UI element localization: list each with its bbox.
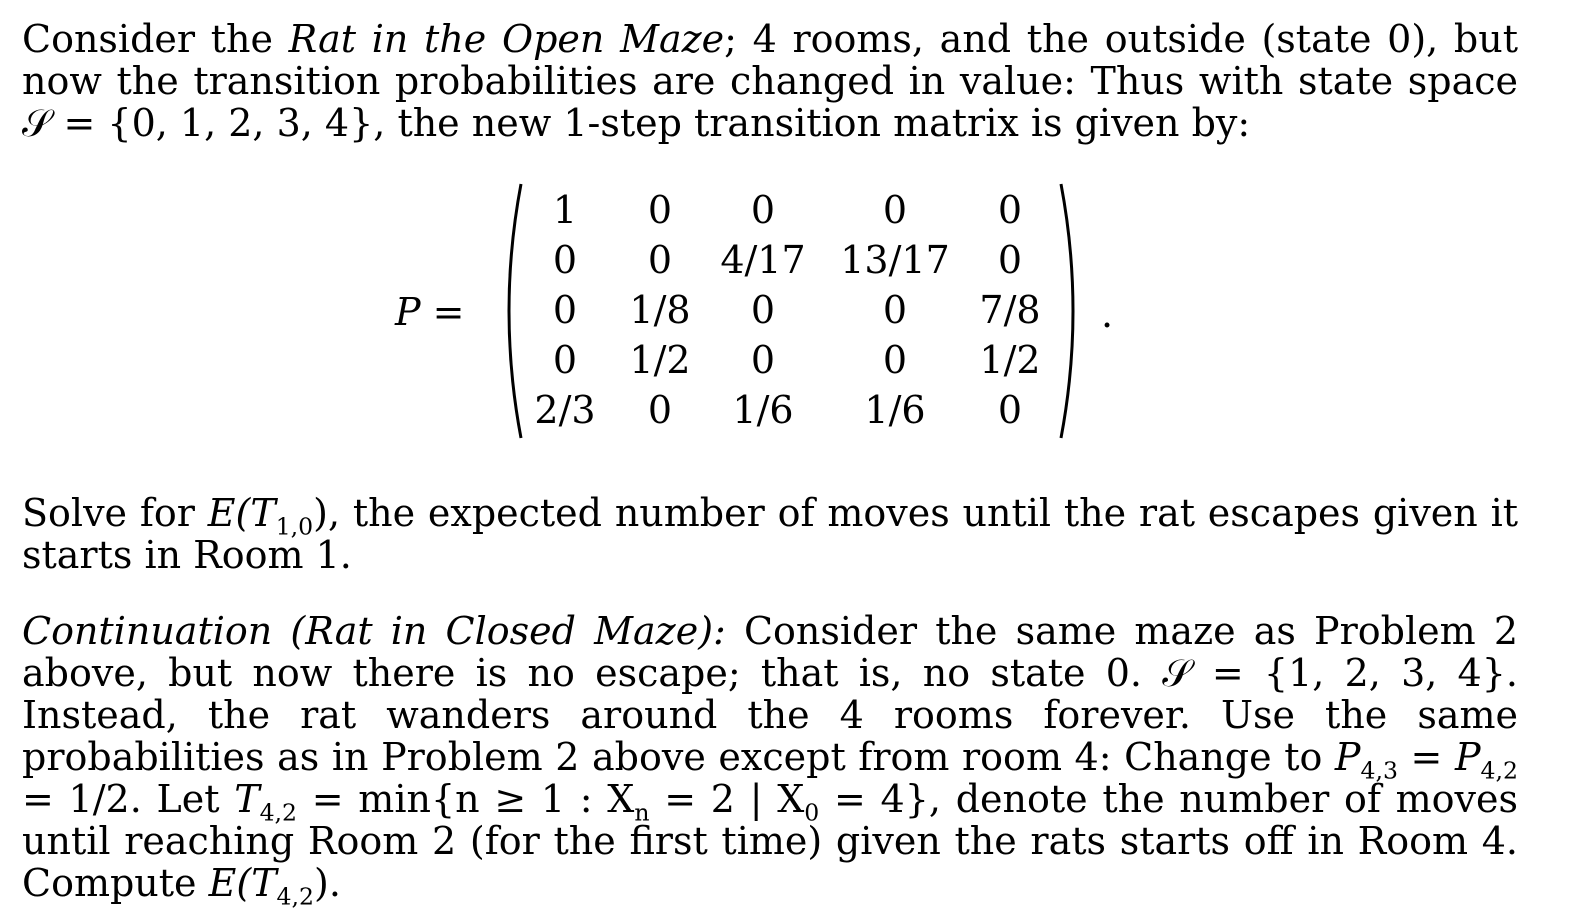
continuation-paragraph <box>22 609 1519 911</box>
continuation-part5: = 4}, denote the number of moves until reaching Room 2 (for the first time) given the rats starts off in Room 4. Compute <box>22 777 1518 905</box>
matrix-cell: 0 <box>882 338 908 382</box>
t-a-sub: 4,2 <box>259 798 298 827</box>
matrix-period: . <box>1101 292 1114 336</box>
matrix-cell: 0 <box>882 188 908 232</box>
e-sub: 4,2 <box>276 882 314 911</box>
matrix-cell: 0 <box>647 188 673 232</box>
matrix-cell: 1/6 <box>732 388 794 432</box>
matrix-cell: 0 <box>750 288 776 332</box>
eq1: = <box>1397 735 1455 779</box>
matrix-cell: 1 <box>552 188 578 232</box>
matrix-label: P = <box>395 290 465 334</box>
matrix-cell: 0 <box>997 188 1023 232</box>
intro-paragraph <box>22 18 1518 144</box>
matrix-cell: 0 <box>750 188 776 232</box>
continuation-heading: Continuation (Rat in Closed Maze): <box>22 609 726 653</box>
intro-text-before: Consider the <box>22 17 289 61</box>
matrix-cell: 7/8 <box>979 288 1041 332</box>
matrix-cell: 0 <box>552 238 578 282</box>
p-a: P <box>1334 735 1361 779</box>
matrix-cell: 2/3 <box>534 388 596 432</box>
matrix-cell: 1/2 <box>979 338 1041 382</box>
question-sub: 1,0 <box>275 512 314 541</box>
matrix-cell: 1/2 <box>629 338 691 382</box>
matrix-cell: 0 <box>647 238 673 282</box>
x-sub-n: n <box>634 798 650 827</box>
continuation-part3: = min{n ≥ 1 : X <box>297 777 635 821</box>
question-text-before: Solve for <box>22 491 208 535</box>
matrix-cell: 0 <box>647 388 673 432</box>
matrix-cell: 1/6 <box>864 388 926 432</box>
matrix-cell: 0 <box>997 388 1023 432</box>
question-paragraph <box>22 492 1518 576</box>
intro-text-after: ; 4 rooms, and the outside (state 0), but now the transition probabilities are changed in value: Thus with state space 𝒮 = {0, 1, 2, 3, 4}, the new 1-step transition matrix is given by: <box>22 17 1518 145</box>
matrix-cell: 0 <box>997 238 1023 282</box>
question-expr: E(T <box>207 491 276 535</box>
matrix-cell: 0 <box>750 338 776 382</box>
t-a: T <box>234 777 260 821</box>
question-text-after: ), the expected number of moves until the rat escapes given it starts in Room 1. <box>22 491 1519 577</box>
intro-title: Rat in the Open Maze <box>288 17 725 61</box>
p-b: P <box>1454 735 1481 779</box>
continuation-part1: Consider the same maze as Problem 2 above, but now there is no escape; that is, no state 0. 𝒮 = {1, 2, 3, 4}. Instead, the rat wanders around the 4 rooms forever. Use the same probabilities as in Problem 2 above except from room 4: Change to <box>22 609 1519 779</box>
matrix-cell: 4/17 <box>720 238 806 282</box>
e-expr: E(T <box>208 861 277 905</box>
continuation-part4: = 2 | X <box>649 777 805 821</box>
p-a-sub: 4,3 <box>1360 756 1398 785</box>
x-sub-0: 0 <box>804 798 820 827</box>
matrix-cell: 0 <box>552 338 578 382</box>
transition-matrix <box>395 180 1155 442</box>
matrix-cell: 1/8 <box>629 288 691 332</box>
matrix-cell: 13/17 <box>840 238 950 282</box>
continuation-part2: = 1/2. Let <box>22 777 235 821</box>
matrix-cell: 0 <box>882 288 908 332</box>
matrix-cell: 0 <box>552 288 578 332</box>
continuation-part6: ). <box>314 861 341 905</box>
p-b-sub: 4,2 <box>1480 756 1518 785</box>
